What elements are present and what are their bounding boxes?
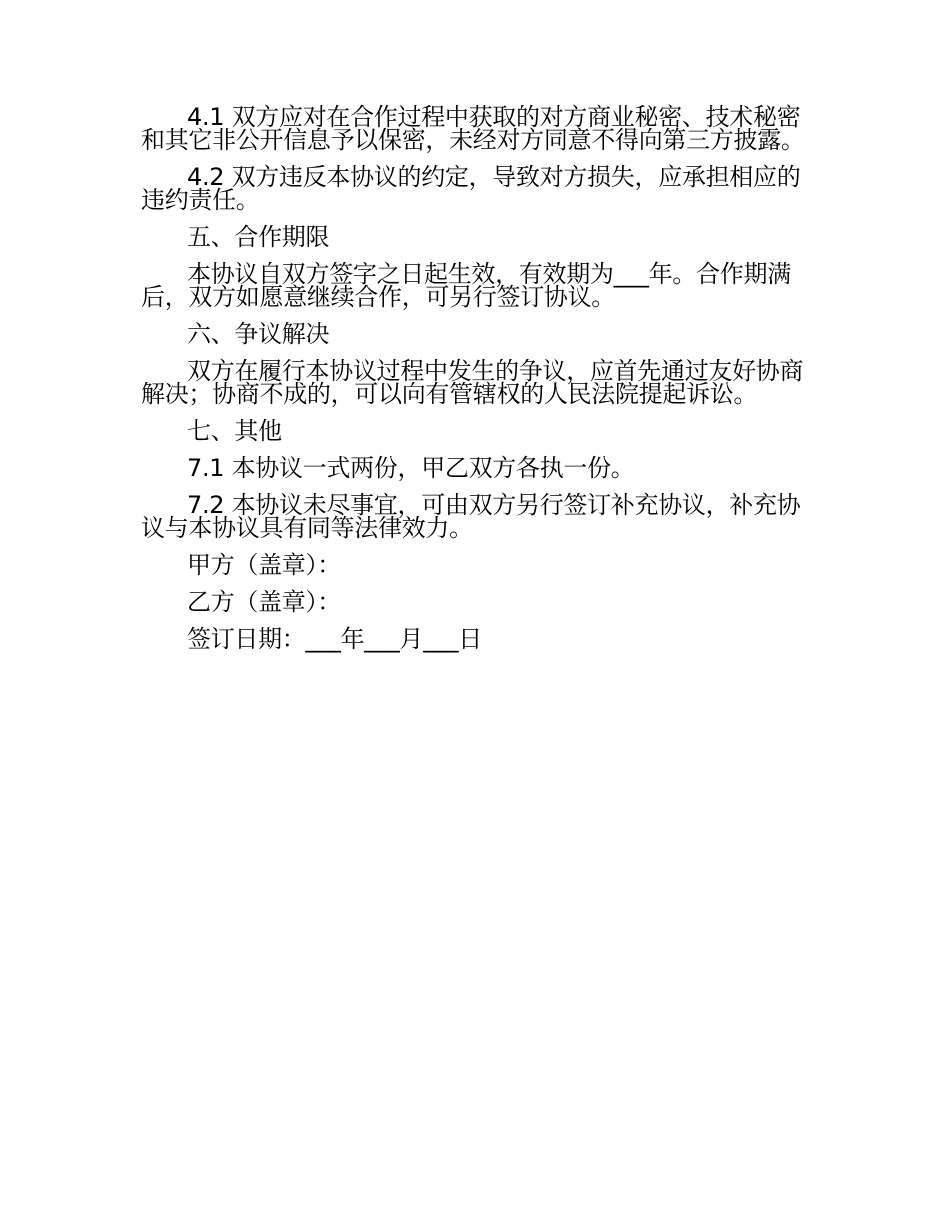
signing-date: 签订日期：___年___月___日 [187, 625, 482, 653]
section-heading-dispute: 六、争议解决 [187, 320, 330, 348]
clause-4-1: 4.1 双方应对在合作过程中获取的对方商业秘密、技术秘密和其它非公开信息予以保密，未经对方同意不得向第三方披露。 [141, 103, 805, 154]
clause-term: 本协议自双方签字之日起生效，有效期为___年。合作期满后，双方如愿意继续合作，可另行签订协议。 [141, 260, 791, 311]
party-a-seal: 甲方（盖章）： [187, 551, 341, 579]
party-b-seal: 乙方（盖章）： [187, 588, 341, 616]
clause-dispute: 双方在履行本协议过程中发生的争议，应首先通过友好协商解决；协商不成的，可以向有管辖权的人民法院提起诉讼。 [141, 357, 804, 408]
clause-4-2: 4.2 双方违反本协议的约定，导致对方损失，应承担相应的违约责任。 [141, 163, 801, 214]
section-heading-term: 五、合作期限 [187, 223, 330, 251]
clause-7-2: 7.2 本协议未尽事宜，可由双方另行签订补充协议，补充协议与本协议具有同等法律效力。 [141, 491, 801, 542]
document-body [141, 103, 811, 665]
clause-7-1: 7.1 本协议一式两份，甲乙双方各执一份。 [187, 454, 635, 482]
section-heading-other: 七、其他 [187, 417, 282, 445]
